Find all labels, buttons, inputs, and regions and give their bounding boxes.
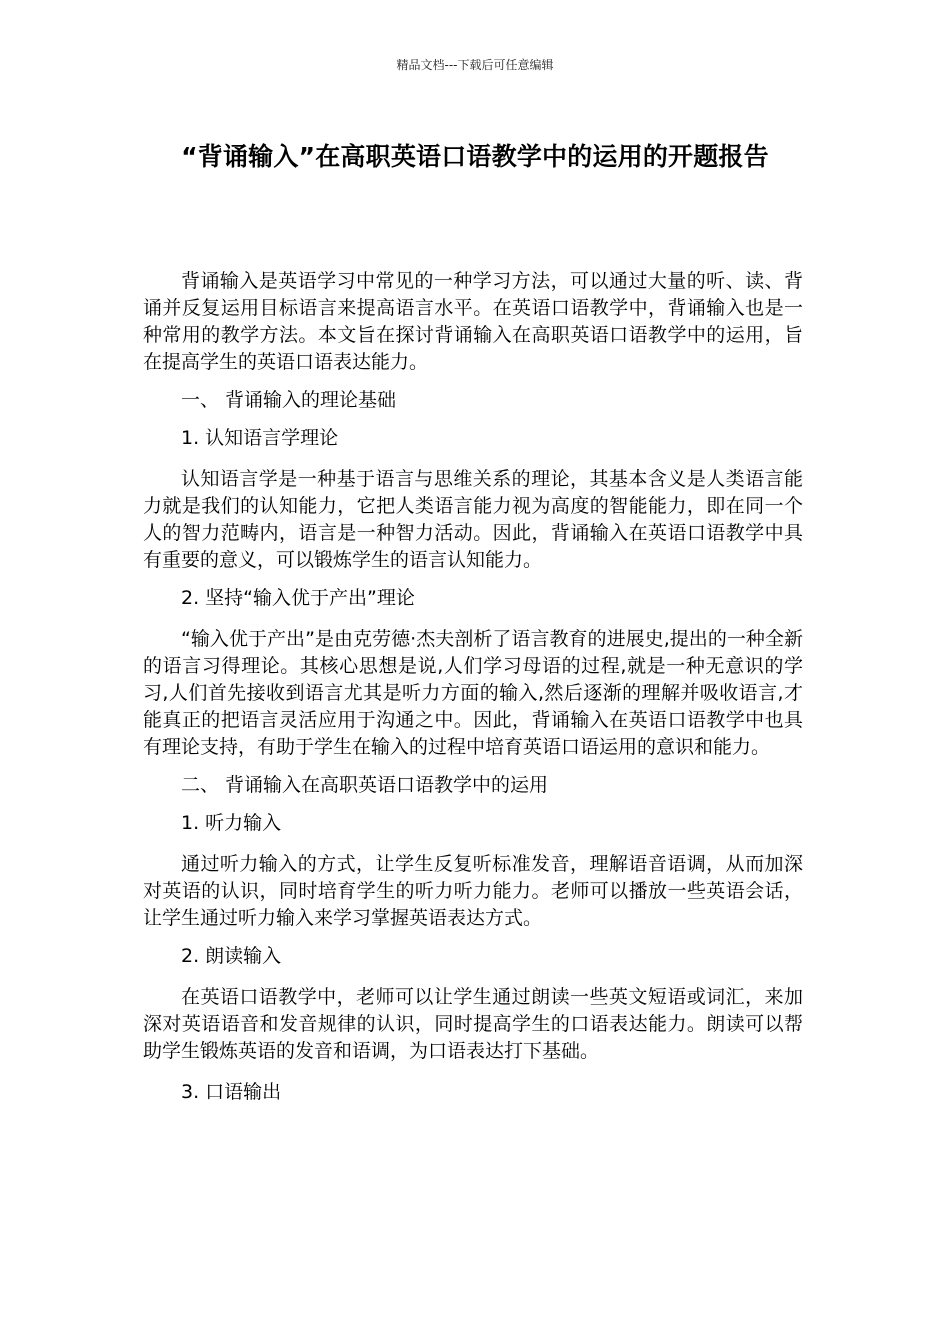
section-2-2-paragraph: 在英语口语教学中，老师可以让学生通过朗读一些英文短语或词汇，来加深对英语语音和发音规律的认识，同时提高学生的口语表达能力。朗读可以帮助学生锻炼英语的发音和语调，为口语表达打下基础。 [143,986,803,1062]
section-1-2-heading: 2. 坚持“输入优于产出”理论 [181,587,415,609]
section-1-1-heading: 1. 认知语言学理论 [181,427,339,449]
section-2-1-paragraph: 通过听力输入的方式，让学生反复听标准发音，理解语音语调，从而加深对英语的认识，同时培育学生的听力听力能力。老师可以播放一些英语会话，让学生通过听力输入来学习掌握英语表达方式。 [143,853,803,929]
section-2-heading: 二、 背诵输入在高职英语口语教学中的运用 [181,774,549,796]
section-1-heading: 一、 背诵输入的理论基础 [181,389,397,411]
section-1-1-paragraph: 认知语言学是一种基于语言与思维关系的理论，其基本含义是人类语言能力就是我们的认知能力，它把人类语言能力视为高度的智能能力，即在同一个人的智力范畴内，语言是一种智力活动。因此，背诵输入在英语口语教学中具有重要的意义，可以锻炼学生的语言认知能力。 [143,468,803,571]
section-2-2-heading: 2. 朗读输入 [181,945,282,967]
section-1-2-paragraph: “输入优于产出”是由克劳德·杰夫剖析了语言教育的进展史,提出的一种全新的语言习得理论。其核心思想是说,人们学习母语的过程,就是一种无意识的学习,人们首先接收到语言尤其是听力方面的输入,然后逐渐的理解并吸收语言,才能真正的把语言灵活应用于沟通之中。因此，背诵输入在英语口语教学中也具有理论支持，有助于学生在输入的过程中培育英语口语运用的意识和能力。 [143,628,803,758]
header-note: 精品文档---下载后可任意编辑 [396,58,554,72]
document-title: “背诵输入”在高职英语口语教学中的运用的开题报告 [181,142,769,171]
intro-paragraph: 背诵输入是英语学习中常见的一种学习方法，可以通过大量的听、读、背诵并反复运用目标语言来提高语言水平。在英语口语教学中，背诵输入也是一种常用的教学方法。本文旨在探讨背诵输入在高职英语口语教学中的运用，旨在提高学生的英语口语表达能力。 [143,270,803,373]
section-2-1-heading: 1. 听力输入 [181,812,282,834]
document-body [143,268,803,1106]
section-2-3-heading: 3. 口语输出 [181,1081,282,1103]
